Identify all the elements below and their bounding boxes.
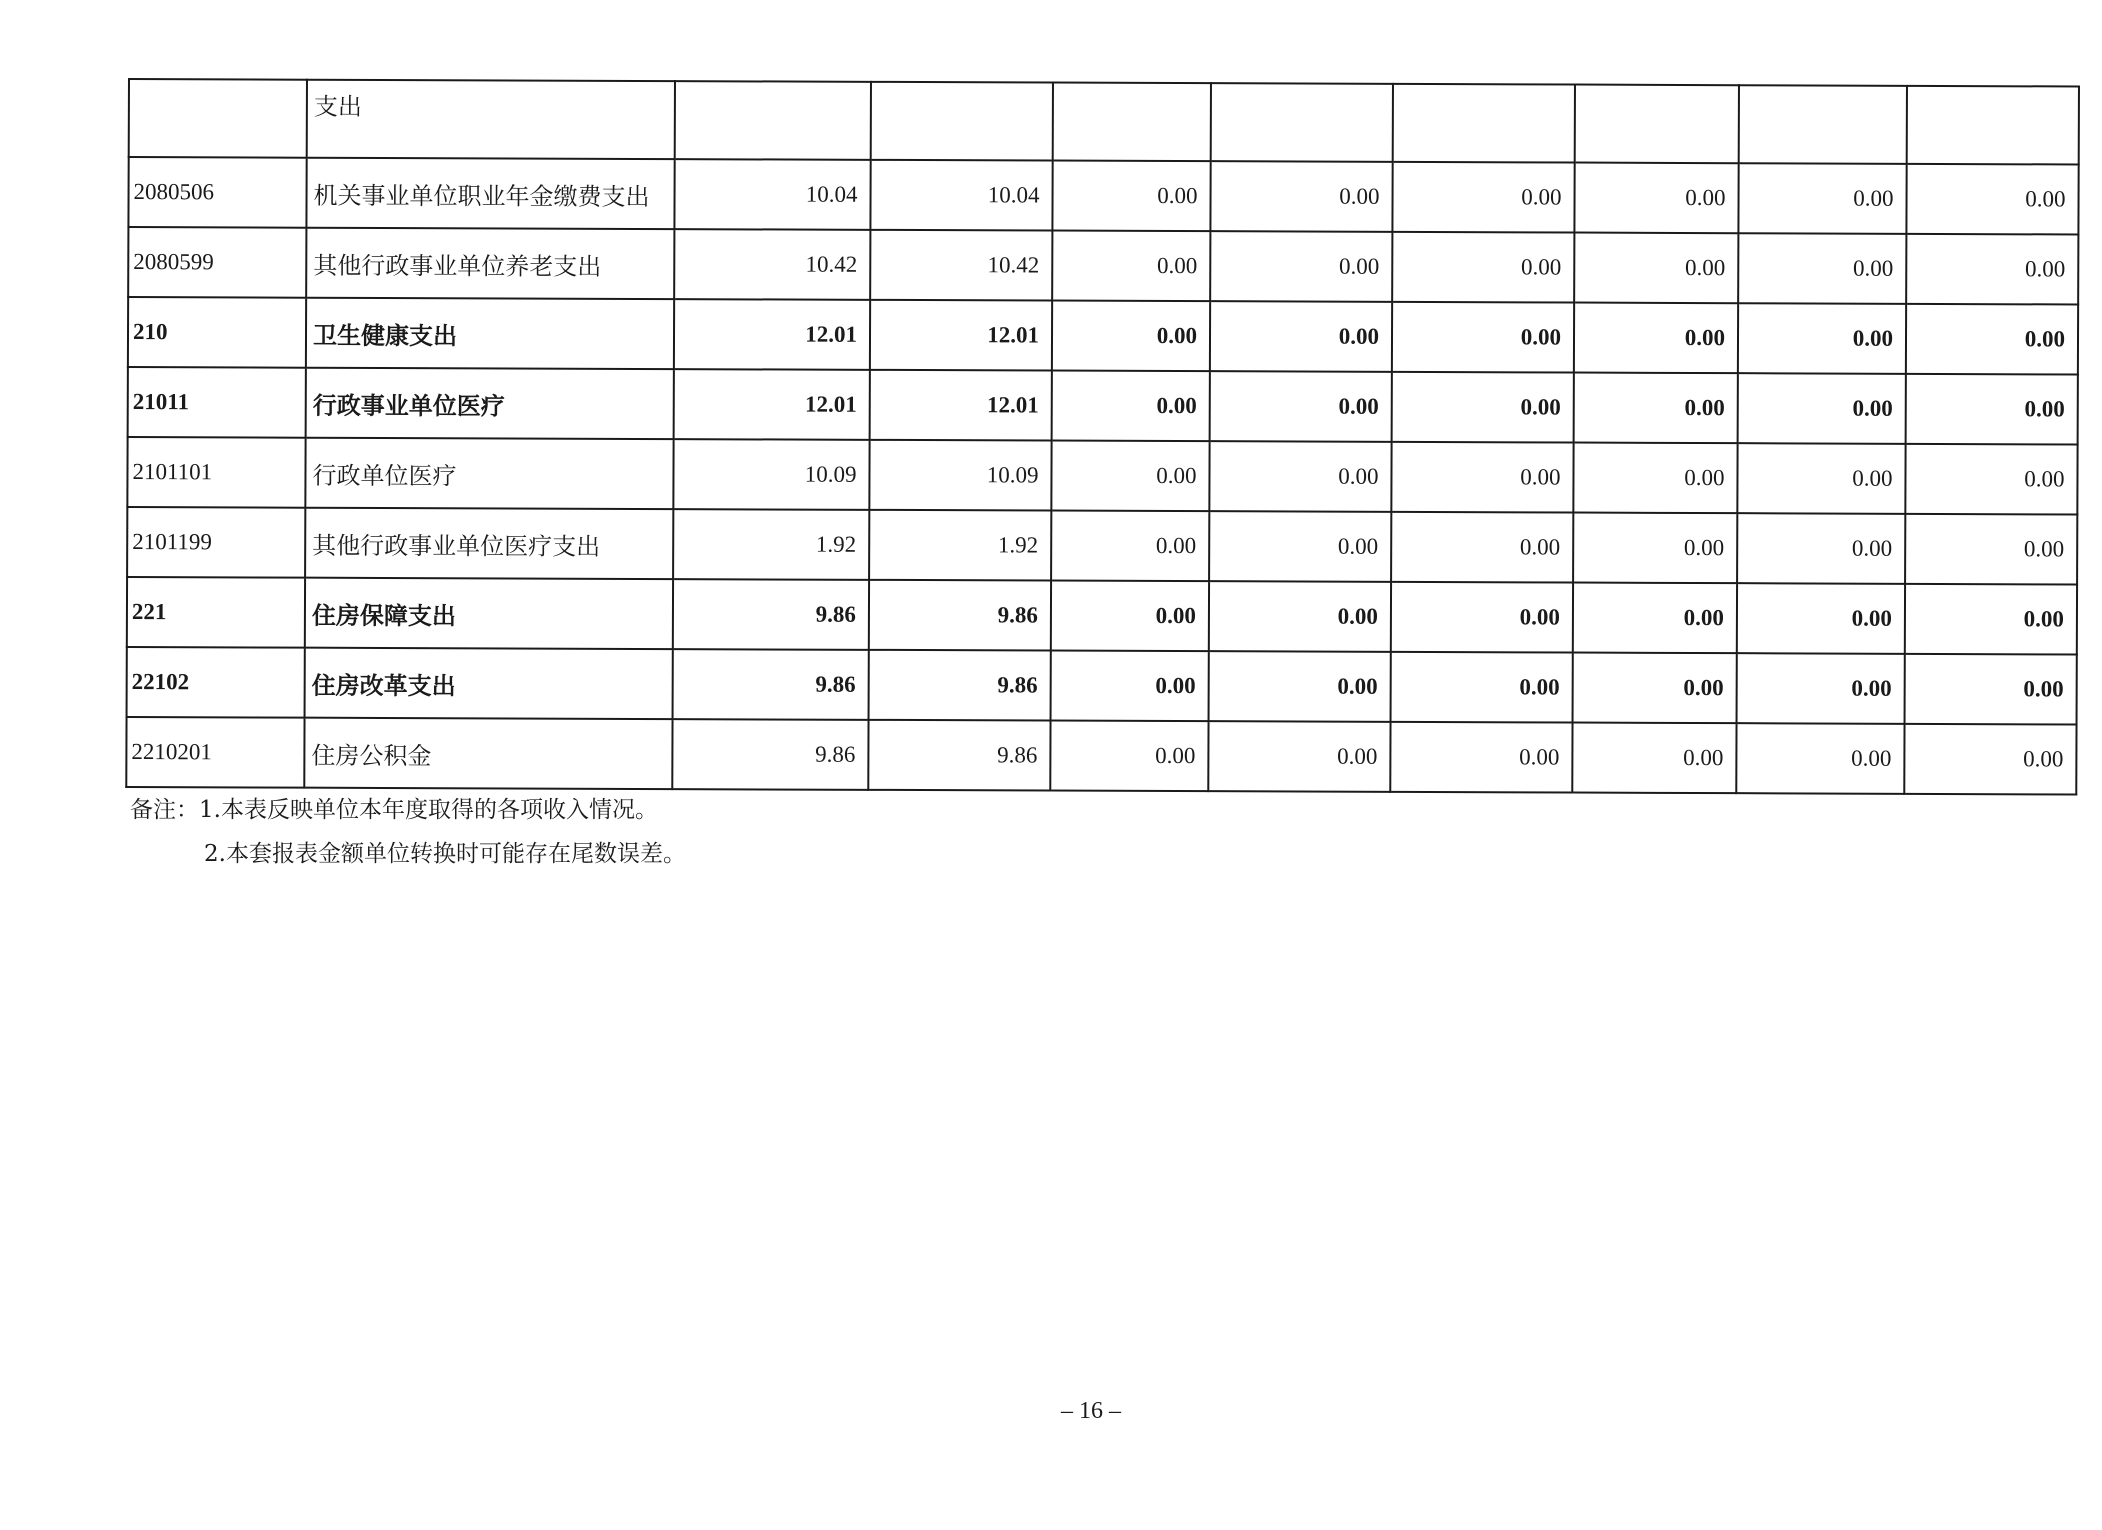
subject-name-cell: 住房公积金 (304, 718, 672, 789)
amount-cell: 0.00 (1052, 231, 1210, 302)
subject-code-cell: 21011 (128, 367, 306, 438)
amount-cell: 0.00 (1572, 723, 1736, 794)
amount-cell: 10.42 (870, 230, 1052, 301)
amount-cell: 0.00 (1391, 512, 1573, 583)
subject-code-cell: 2101101 (127, 437, 305, 508)
table-row (129, 79, 2079, 164)
amount-cell: 0.00 (1210, 301, 1392, 372)
subject-code-cell: 210 (128, 297, 306, 368)
note-line-1: 备注：1.本表反映单位本年度取得的各项收入情况。 (130, 797, 658, 823)
amount-cell: 9.86 (673, 649, 869, 720)
table-row (128, 227, 2078, 304)
amount-cell: 0.00 (1738, 373, 1906, 444)
amount-cell: 0.00 (1738, 303, 1906, 374)
amount-cell: 0.00 (1392, 162, 1574, 233)
amount-cell: 0.00 (1391, 652, 1573, 723)
amount-cell: 0.00 (1738, 163, 1906, 234)
amount-cell: 0.00 (1737, 583, 1905, 654)
amount-cell: 0.00 (1737, 443, 1905, 514)
table-row (127, 577, 2077, 654)
amount-cell: 0.00 (1904, 724, 2076, 795)
amount-cell: 9.86 (869, 650, 1051, 721)
subject-name-cell: 支出 (307, 80, 675, 159)
amount-cell: 0.00 (1050, 721, 1208, 792)
amount-cell: 0.00 (1573, 653, 1737, 724)
amount-cell: 0.00 (1052, 301, 1210, 372)
amount-cell: 1.92 (673, 509, 869, 580)
subject-code-cell: 221 (127, 577, 305, 648)
amount-cell: 12.01 (674, 299, 870, 370)
amount-cell: 0.00 (1737, 653, 1905, 724)
amount-cell: 0.00 (1051, 511, 1209, 582)
amount-cell: 10.42 (674, 229, 870, 300)
amount-cell: 0.00 (1052, 161, 1210, 232)
amount-cell: 0.00 (1574, 163, 1738, 234)
amount-cell: 0.00 (1573, 513, 1737, 584)
amount-cell: 0.00 (1906, 304, 2078, 375)
amount-cell: 0.00 (1051, 651, 1209, 722)
amount-cell: 0.00 (1051, 441, 1209, 512)
amount-cell: 0.00 (1391, 442, 1573, 513)
subject-code-cell: 2210201 (126, 717, 304, 788)
amount-cell: 0.00 (1906, 374, 2078, 445)
amount-cell: 0.00 (1906, 234, 2078, 305)
amount-cell: 0.00 (1905, 444, 2077, 515)
amount-cell: 10.04 (870, 160, 1052, 231)
amount-cell: 0.00 (1390, 722, 1572, 793)
amount-cell: 0.00 (1051, 581, 1209, 652)
amount-cell: 10.09 (869, 440, 1051, 511)
amount-cell: 0.00 (1209, 441, 1391, 512)
subject-name-cell: 行政单位医疗 (305, 438, 673, 509)
table-row (128, 297, 2078, 374)
amount-cell: 0.00 (1573, 583, 1737, 654)
amount-cell (1907, 86, 2079, 165)
subject-code-cell: 2080506 (128, 157, 306, 228)
amount-cell (1393, 84, 1575, 163)
amount-cell: 0.00 (1905, 514, 2077, 585)
amount-cell (1575, 85, 1739, 164)
amount-cell: 0.00 (1574, 233, 1738, 304)
amount-cell (1739, 85, 1907, 164)
amount-cell: 0.00 (1573, 443, 1737, 514)
subject-name-cell: 其他行政事业单位医疗支出 (305, 508, 673, 579)
amount-cell: 12.01 (870, 370, 1052, 441)
amount-cell: 0.00 (1905, 584, 2077, 655)
amount-cell: 0.00 (1392, 302, 1574, 373)
table-row (127, 507, 2077, 584)
amount-cell: 0.00 (1209, 651, 1391, 722)
table-row (127, 647, 2077, 724)
amount-cell: 0.00 (1210, 161, 1392, 232)
amount-cell: 12.01 (870, 300, 1052, 371)
income-table (125, 78, 2080, 795)
table-body (126, 79, 2079, 794)
amount-cell: 0.00 (1209, 581, 1391, 652)
amount-cell: 9.86 (869, 580, 1051, 651)
amount-cell: 0.00 (1392, 232, 1574, 303)
amount-cell: 0.00 (1574, 373, 1738, 444)
table-row (126, 717, 2076, 794)
amount-cell: 0.00 (1210, 231, 1392, 302)
amount-cell: 0.00 (1209, 511, 1391, 582)
amount-cell (871, 82, 1053, 161)
subject-name-cell: 其他行政事业单位养老支出 (306, 228, 674, 299)
page-number: – 16 – (1061, 1398, 1121, 1424)
notes (130, 788, 686, 876)
amount-cell: 0.00 (1392, 372, 1574, 443)
subject-code-cell (129, 79, 307, 158)
amount-cell: 10.09 (673, 439, 869, 510)
table-row (128, 157, 2078, 234)
amount-cell: 12.01 (674, 369, 870, 440)
amount-cell: 0.00 (1736, 723, 1904, 794)
amount-cell (675, 81, 871, 160)
amount-cell: 1.92 (869, 510, 1051, 581)
subject-name-cell: 住房保障支出 (305, 578, 673, 649)
subject-name-cell: 行政事业单位医疗 (306, 368, 674, 439)
amount-cell: 0.00 (1052, 371, 1210, 442)
amount-cell: 0.00 (1738, 233, 1906, 304)
amount-cell: 9.86 (672, 719, 868, 790)
subject-name-cell: 卫生健康支出 (306, 298, 674, 369)
amount-cell: 0.00 (1906, 164, 2078, 235)
amount-cell: 9.86 (868, 720, 1050, 791)
amount-cell: 0.00 (1210, 371, 1392, 442)
table-row (128, 367, 2078, 444)
amount-cell: 0.00 (1574, 303, 1738, 374)
amount-cell: 0.00 (1208, 721, 1390, 792)
amount-cell (1053, 83, 1211, 162)
amount-cell: 10.04 (674, 159, 870, 230)
note-line-2: 2.本套报表金额单位转换时可能存在尾数误差。 (204, 841, 686, 867)
table-row (127, 437, 2077, 514)
amount-cell: 0.00 (1905, 654, 2077, 725)
subject-code-cell: 22102 (127, 647, 305, 718)
subject-code-cell: 2101199 (127, 507, 305, 578)
amount-cell: 0.00 (1391, 582, 1573, 653)
amount-cell: 9.86 (673, 579, 869, 650)
subject-name-cell: 机关事业单位职业年金缴费支出 (306, 158, 674, 229)
amount-cell (1211, 83, 1393, 162)
amount-cell: 0.00 (1737, 513, 1905, 584)
subject-name-cell: 住房改革支出 (305, 648, 673, 719)
subject-code-cell: 2080599 (128, 227, 306, 298)
